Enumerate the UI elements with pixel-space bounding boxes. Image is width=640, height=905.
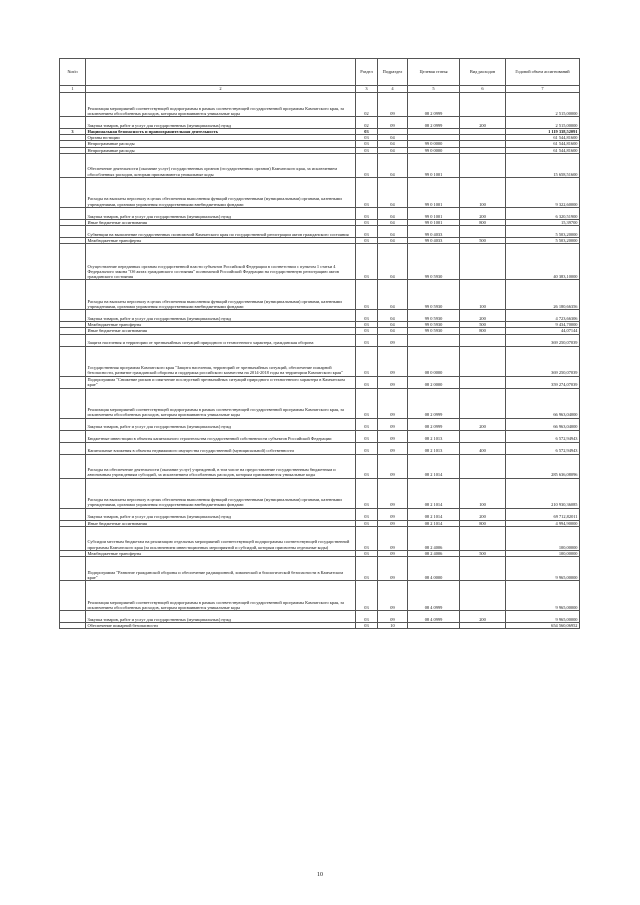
row-name: Межбюджетные трансферты — [86, 238, 356, 244]
row-number — [60, 454, 86, 478]
table-row — [60, 244, 580, 280]
row-podrazdel: 04 — [378, 147, 408, 153]
row-number — [60, 418, 86, 430]
row-vid — [460, 346, 506, 376]
row-tselevaya: 99 0 0000 — [408, 147, 460, 153]
row-razdel: 03 — [356, 388, 378, 418]
row-podrazdel: 09 — [378, 430, 408, 442]
row-name: Межбюджетные трансферты — [86, 550, 356, 556]
row-vid: 400 — [460, 442, 506, 454]
row-razdel: 03 — [356, 310, 378, 322]
row-tselevaya: 99 0 5930 — [408, 322, 460, 328]
row-number — [60, 526, 86, 550]
row-number — [60, 346, 86, 376]
row-sum: 9 322,60000 — [506, 177, 580, 207]
header-num: №п/п — [60, 59, 86, 86]
row-razdel: 03 — [356, 550, 378, 556]
row-razdel: 03 — [356, 557, 378, 581]
row-podrazdel: 04 — [378, 310, 408, 322]
row-razdel: 03 — [356, 135, 378, 141]
row-razdel: 03 — [356, 141, 378, 147]
row-name: Иные бюджетные ассигнования — [86, 328, 356, 334]
row-razdel: 02 — [356, 117, 378, 129]
table-row — [60, 376, 580, 388]
row-razdel: 03 — [356, 177, 378, 207]
row-sum: 654 560,06952 — [506, 623, 580, 629]
row-vid: 100 — [460, 177, 506, 207]
table-row — [60, 310, 580, 322]
budget-table — [59, 58, 580, 629]
row-name: Бюджетные инвестиции в объекты капитального строительства государственной собственности субъектов Российской Федерации — [86, 430, 356, 442]
row-sum: 9 965,00000 — [506, 557, 580, 581]
row-tselevaya — [408, 623, 460, 629]
row-name: Иные бюджетные ассигнования — [86, 219, 356, 225]
row-sum: 15 658,51600 — [506, 153, 580, 177]
row-name: Закупка товаров, работ и услуг для государственных (муниципальных) нужд — [86, 117, 356, 129]
table-row — [60, 557, 580, 581]
row-vid: 200 — [460, 611, 506, 623]
row-number — [60, 177, 86, 207]
row-podrazdel: 09 — [378, 520, 408, 526]
row-name: Закупка товаров, работ и услуг для государственных (муниципальных) нужд — [86, 310, 356, 322]
row-name: Государственная программа Камчатского края "Защита населения, территорий от чрезвычайных ситуаций, обеспечение пожарной безопасности, развитие гражданской обороны и поддержка российского казачества на 2014-2018 годы на территории Камчатского края" — [86, 346, 356, 376]
colnum: 6 — [460, 86, 506, 93]
colnum: 5 — [408, 86, 460, 93]
row-vid: 500 — [460, 322, 506, 328]
row-razdel: 02 — [356, 93, 378, 117]
row-vid: 200 — [460, 508, 506, 520]
row-razdel: 03 — [356, 153, 378, 177]
row-razdel: 03 — [356, 442, 378, 454]
row-podrazdel: 09 — [378, 526, 408, 550]
row-vid: 500 — [460, 238, 506, 244]
row-tselevaya: 08 4 0999 — [408, 581, 460, 611]
table-row — [60, 280, 580, 310]
row-razdel: 03 — [356, 454, 378, 478]
row-name: Капитальные вложения в объекты недвижимого имущества государственной (муниципальной) собственности — [86, 442, 356, 454]
row-vid — [460, 93, 506, 117]
row-sum: 9 965,00000 — [506, 611, 580, 623]
row-name: Закупка товаров, работ и услуг для государственных (муниципальных) нужд — [86, 508, 356, 520]
row-razdel: 03 — [356, 418, 378, 430]
row-tselevaya: 99 0 1001 — [408, 219, 460, 225]
row-tselevaya: 08 2 1013 — [408, 442, 460, 454]
row-name: Закупка товаров, работ и услуг для государственных (муниципальных) нужд — [86, 611, 356, 623]
row-sum: 4 723,66306 — [506, 310, 580, 322]
table-header-row — [60, 59, 580, 86]
row-name: Осуществление переданных органам государственной власти субъектов Российской Федерации в соответствии с пунктом 1 статьи 4 Федерального закона "Об актах гражданского состояния" полномочий Российской Федерации на государственную регистрацию актов гражданского состояния — [86, 244, 356, 280]
row-name: Органы юстиции — [86, 135, 356, 141]
row-sum: 100,00000 — [506, 526, 580, 550]
row-vid: 100 — [460, 478, 506, 508]
row-name: Обеспечение пожарной безопасности — [86, 623, 356, 629]
row-tselevaya: 08 2 0000 — [408, 376, 460, 388]
column-number-row — [60, 86, 580, 93]
row-number — [60, 334, 86, 346]
row-sum: 1 119 338,52091 — [506, 129, 580, 135]
table-row — [60, 207, 580, 219]
row-number: 3 — [60, 129, 86, 135]
row-razdel: 03 — [356, 526, 378, 550]
colnum: 4 — [378, 86, 408, 93]
row-razdel: 03 — [356, 244, 378, 280]
row-sum: 5 503,20000 — [506, 238, 580, 244]
row-number — [60, 117, 86, 129]
row-name: Реализация мероприятий соответствующей подпрограммы в рамках соответствующей государственной программы Камчатского края, за исключением обособленных расходов, которым присваиваются уникальные коды — [86, 388, 356, 418]
row-number — [60, 611, 86, 623]
row-tselevaya: 99 0 1001 — [408, 153, 460, 177]
row-name: Национальная безопасность и правоохранительная деятельность — [86, 129, 356, 135]
row-name: Непрограммные расходы — [86, 147, 356, 153]
row-tselevaya: 99 0 4033 — [408, 238, 460, 244]
colnum: 3 — [356, 86, 378, 93]
row-sum: 100,00000 — [506, 550, 580, 556]
row-tselevaya: 08 2 4006 — [408, 526, 460, 550]
row-sum: 4 994,90000 — [506, 520, 580, 526]
table-row — [60, 508, 580, 520]
row-podrazdel: 09 — [378, 508, 408, 520]
row-vid: 800 — [460, 328, 506, 334]
table-row — [60, 611, 580, 623]
row-number — [60, 226, 86, 238]
row-name: Защита населения и территории от чрезвычайных ситуаций природного и техногенного характера, гражданская оборона — [86, 334, 356, 346]
row-vid: 200 — [460, 207, 506, 219]
row-sum: 26 180,66356 — [506, 280, 580, 310]
row-podrazdel: 04 — [378, 207, 408, 219]
row-podrazdel: 04 — [378, 177, 408, 207]
row-name: Реализация мероприятий соответствующей подпрограммы в рамках соответствующей государственной программы Камчатского края, за исключением обособленных расходов, которым присваиваются уникальные коды — [86, 581, 356, 611]
row-sum: 210 930,36085 — [506, 478, 580, 508]
row-vid — [460, 623, 506, 629]
header-vid: Вид расходов — [460, 59, 506, 86]
row-sum: 285 636,08096 — [506, 454, 580, 478]
row-name: Межбюджетные трансферты — [86, 322, 356, 328]
row-number — [60, 478, 86, 508]
row-podrazdel: 10 — [378, 623, 408, 629]
row-vid — [460, 334, 506, 346]
row-razdel: 03 — [356, 219, 378, 225]
row-sum: 6 572,94943 — [506, 430, 580, 442]
row-number — [60, 153, 86, 177]
row-razdel: 03 — [356, 623, 378, 629]
row-podrazdel: 04 — [378, 135, 408, 141]
header-podrazdel: Подраздел — [378, 59, 408, 86]
row-podrazdel: 09 — [378, 611, 408, 623]
row-tselevaya: 08 2 1014 — [408, 508, 460, 520]
row-number — [60, 376, 86, 388]
row-podrazdel: 09 — [378, 117, 408, 129]
row-razdel: 03 — [356, 581, 378, 611]
row-razdel: 03 — [356, 207, 378, 219]
row-razdel: 03 — [356, 280, 378, 310]
row-sum: 369 250,07039 — [506, 346, 580, 376]
row-podrazdel: 09 — [378, 478, 408, 508]
row-vid: 200 — [460, 310, 506, 322]
row-name: Расходы на обеспечение деятельности (оказание услуг) учреждений, в том числе на предоставление государственным бюджетным и автономным учреждениям субсидий, за исключением обособленных расходов, которым присваиваются уникальные коды — [86, 454, 356, 478]
row-tselevaya: 99 0 5930 — [408, 328, 460, 334]
row-sum: 40 383,10000 — [506, 244, 580, 280]
row-tselevaya: 08 2 0999 — [408, 418, 460, 430]
row-razdel: 03 — [356, 430, 378, 442]
row-tselevaya: 08 2 0999 — [408, 117, 460, 129]
row-number — [60, 280, 86, 310]
row-podrazdel: 09 — [378, 418, 408, 430]
colnum: 7 — [506, 86, 580, 93]
row-podrazdel: 04 — [378, 328, 408, 334]
table-row — [60, 93, 580, 117]
row-number — [60, 93, 86, 117]
row-number — [60, 508, 86, 520]
row-sum: 66 963,04000 — [506, 418, 580, 430]
row-tselevaya: 08 2 1014 — [408, 454, 460, 478]
page-number: 10 — [317, 872, 323, 878]
row-tselevaya: 99 0 5930 — [408, 280, 460, 310]
table-body — [60, 93, 580, 629]
row-podrazdel: 04 — [378, 244, 408, 280]
row-razdel: 03 — [356, 328, 378, 334]
row-tselevaya: 08 2 4006 — [408, 550, 460, 556]
row-number — [60, 430, 86, 442]
row-vid — [460, 376, 506, 388]
row-name: Закупка товаров, работ и услуг для государственных (муниципальных) нужд — [86, 418, 356, 430]
row-razdel: 03 — [356, 129, 378, 135]
row-podrazdel: 04 — [378, 322, 408, 328]
row-razdel: 03 — [356, 478, 378, 508]
row-tselevaya: 08 2 1013 — [408, 430, 460, 442]
row-vid: 200 — [460, 418, 506, 430]
row-razdel: 03 — [356, 147, 378, 153]
row-tselevaya: 99 0 1001 — [408, 177, 460, 207]
row-razdel: 03 — [356, 611, 378, 623]
row-number — [60, 623, 86, 629]
row-vid — [460, 581, 506, 611]
row-name: Расходы на выплаты персоналу в целях обеспечения выполнения функций государственными (муниципальными) органами, казенными учреждениями, органами управления государственными внебюджетными фондами — [86, 280, 356, 310]
row-podrazdel: 04 — [378, 238, 408, 244]
row-tselevaya: 99 0 5930 — [408, 310, 460, 322]
row-tselevaya: 99 0 4033 — [408, 226, 460, 238]
header-obem: Годовой объем ассигнований — [506, 59, 580, 86]
row-razdel: 03 — [356, 238, 378, 244]
row-podrazdel: 04 — [378, 141, 408, 147]
row-podrazdel: 09 — [378, 454, 408, 478]
row-sum: 66 963,04000 — [506, 388, 580, 418]
header-tselevaya: Целевая статья — [408, 59, 460, 86]
row-tselevaya: 08 4 0000 — [408, 557, 460, 581]
row-name: Обеспечение деятельности (оказание услуг) государственных органов (государственных органов) Камчатского края, за исключением обособленных расходов, которым присваиваются уникальные коды — [86, 153, 356, 177]
row-vid: 800 — [460, 219, 506, 225]
row-name: Закупка товаров, работ и услуг для государственных (муниципальных) нужд — [86, 207, 356, 219]
row-podrazdel: 04 — [378, 226, 408, 238]
row-name: Непрограммные расходы — [86, 141, 356, 147]
row-name: Субвенции на выполнение государственных полномочий Камчатского края по государственной регистрации актов гражданского состояния — [86, 226, 356, 238]
table-row — [60, 334, 580, 346]
row-podrazdel: 09 — [378, 346, 408, 376]
row-tselevaya: 08 2 0999 — [408, 93, 460, 117]
table-row — [60, 430, 580, 442]
row-sum: 69 712,82011 — [506, 508, 580, 520]
row-name: Реализация мероприятий соответствующей подпрограммы в рамках соответствующей государственной программы Камчатского края, за исключением обособленных расходов, которым присваиваются уникальные коды — [86, 93, 356, 117]
row-sum: 9 965,00000 — [506, 581, 580, 611]
row-podrazdel: 09 — [378, 93, 408, 117]
row-vid: 100 — [460, 280, 506, 310]
row-podrazdel: 09 — [378, 376, 408, 388]
row-podrazdel: 09 — [378, 557, 408, 581]
header-razdel: Раздел — [356, 59, 378, 86]
row-vid — [460, 153, 506, 177]
table-row — [60, 117, 580, 129]
row-tselevaya — [408, 334, 460, 346]
table-row — [60, 442, 580, 454]
row-sum: 359 274,07039 — [506, 376, 580, 388]
table-row — [60, 346, 580, 376]
row-razdel: 03 — [356, 376, 378, 388]
table-row — [60, 623, 580, 629]
row-podrazdel: 04 — [378, 280, 408, 310]
row-name: Иные бюджетные ассигнования — [86, 520, 356, 526]
row-number — [60, 557, 86, 581]
row-podrazdel: 09 — [378, 550, 408, 556]
row-tselevaya: 08 0 0000 — [408, 346, 460, 376]
row-number — [60, 244, 86, 280]
row-tselevaya: 08 4 0999 — [408, 611, 460, 623]
row-razdel: 03 — [356, 322, 378, 328]
row-tselevaya: 08 2 1014 — [408, 478, 460, 508]
row-podrazdel: 09 — [378, 581, 408, 611]
row-vid — [460, 557, 506, 581]
row-podrazdel: 09 — [378, 388, 408, 418]
budget-document-page — [59, 58, 579, 629]
row-razdel: 03 — [356, 226, 378, 238]
row-sum: 2 515,00000 — [506, 93, 580, 117]
row-tselevaya: 99 0 1001 — [408, 207, 460, 219]
row-number — [60, 442, 86, 454]
table-row — [60, 478, 580, 508]
row-name: Субсидии местным бюджетам на реализацию отдельных мероприятий соответствующей подпрограммы соответствующей государственной программы Камчатского края (за исключением инвестиционных мероприятий и субсидий, которым присвоены отдельные коды) — [86, 526, 356, 550]
row-tselevaya: 08 2 0999 — [408, 388, 460, 418]
row-name: Подпрограмма "Снижение рисков и смягчение последствий чрезвычайных ситуаций природного и техногенного характера в Камчатском крае" — [86, 376, 356, 388]
row-vid: 500 — [460, 550, 506, 556]
row-name: Расходы на выплаты персоналу в целях обеспечения выполнения функций государственными (муниципальными) органами, казенными учреждениями, органами управления государственными внебюджетными фондами — [86, 177, 356, 207]
row-sum: 6 572,94943 — [506, 442, 580, 454]
row-sum: 44,07144 — [506, 328, 580, 334]
row-number — [60, 310, 86, 322]
row-number — [60, 207, 86, 219]
row-vid — [460, 388, 506, 418]
table-row — [60, 153, 580, 177]
row-sum: 61 544,81600 — [506, 147, 580, 153]
row-podrazdel: 04 — [378, 153, 408, 177]
row-vid — [460, 454, 506, 478]
row-tselevaya: 08 2 1014 — [408, 520, 460, 526]
table-row — [60, 581, 580, 611]
table-row — [60, 226, 580, 238]
row-sum: 15,39700 — [506, 219, 580, 225]
row-sum: 369 250,07039 — [506, 334, 580, 346]
table-row — [60, 418, 580, 430]
row-sum: 9 434,70000 — [506, 322, 580, 328]
header-name — [86, 59, 356, 86]
row-vid: 200 — [460, 117, 506, 129]
row-razdel: 03 — [356, 508, 378, 520]
row-sum: 61 544,81600 — [506, 141, 580, 147]
row-number — [60, 581, 86, 611]
row-name: Расходы на выплаты персоналу в целях обеспечения выполнения функций государственными (муниципальными) органами, казенными учреждениями, органами управления государственными внебюджетными фондами — [86, 478, 356, 508]
row-razdel: 03 — [356, 346, 378, 376]
row-podrazdel: 09 — [378, 442, 408, 454]
row-tselevaya: 99 0 0000 — [408, 141, 460, 147]
table-row — [60, 388, 580, 418]
colnum: 2 — [86, 86, 356, 93]
row-sum: 2 515,00000 — [506, 117, 580, 129]
row-sum: 61 544,81600 — [506, 135, 580, 141]
row-razdel: 03 — [356, 334, 378, 346]
table-row — [60, 177, 580, 207]
table-row — [60, 526, 580, 550]
row-vid: 800 — [460, 520, 506, 526]
row-podrazdel: 09 — [378, 334, 408, 346]
row-vid — [460, 244, 506, 280]
row-sum: 5 503,20000 — [506, 226, 580, 238]
row-sum: 6 320,51900 — [506, 207, 580, 219]
row-vid — [460, 226, 506, 238]
row-number — [60, 388, 86, 418]
row-razdel: 03 — [356, 520, 378, 526]
row-podrazdel: 04 — [378, 219, 408, 225]
colnum: 1 — [60, 86, 86, 93]
row-vid — [460, 526, 506, 550]
row-vid — [460, 430, 506, 442]
row-tselevaya: 99 0 5930 — [408, 244, 460, 280]
row-name: Подпрограмма "Развитие гражданской обороны и обеспечение радиационной, химической и биологической безопасности в Камчатском крае" — [86, 557, 356, 581]
table-row — [60, 454, 580, 478]
